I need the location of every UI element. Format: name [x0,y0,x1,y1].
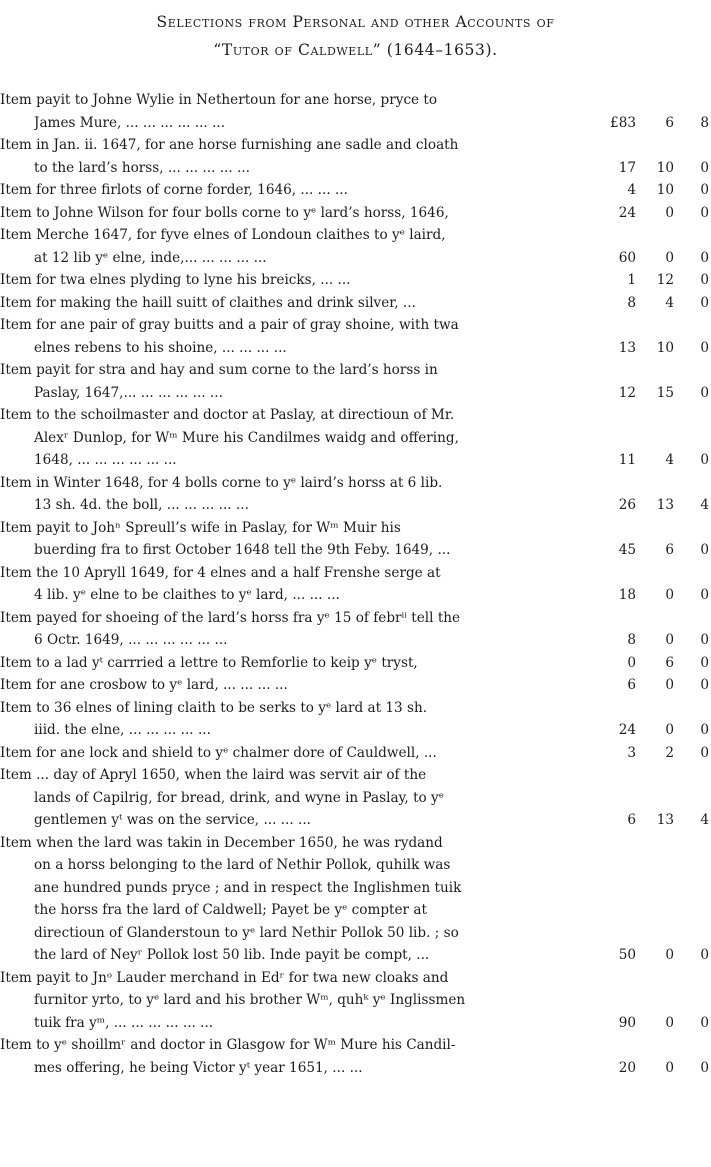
entry-text: 4 lib. yᵉ elne to be claithes to yᵉ lard, ... ... ... [34,587,340,603]
amount-shillings: 4 [665,294,674,311]
amount-pence: 0 [700,159,709,176]
entry-text: Item to a lad yᵗ carrried a lettre to Remforlie to keip yᵉ tryst, [0,654,418,671]
amount-pounds: 6 [627,812,636,828]
entry-first-line [0,134,711,157]
entry-continuation-line [0,157,711,180]
amount-pounds: 3 [627,744,636,761]
amount-pence: 0 [700,294,709,311]
entry-text: ane hundred punds pryce ; and in respect the Inglishmen tuik [34,879,462,896]
entry-text: Item to Johne Wilson for four bolls corne to yᵉ lard’s horss, 1646, [0,204,449,221]
account-entries-list [0,89,711,1079]
amount-pence: 0 [700,587,709,603]
amount-pounds: 4 [627,182,636,198]
amount-pence: 0 [700,677,709,693]
amount-shillings: 15 [656,384,674,401]
amount-shillings: 6 [665,542,674,558]
entry-text: at 12 lib yᵉ elne, inde,... ... ... ... ... [34,249,267,266]
account-entry [0,89,711,134]
amount-shillings: 0 [665,204,674,221]
entry-first-line [0,967,711,990]
entry-continuation-line [0,787,711,810]
entry-text: on a horss belonging to the lard of Nethir Pollok, quhilk was [34,857,451,873]
entry-continuation-line [0,584,711,607]
account-entry [0,832,711,967]
entry-text: Item payit to Johⁿ Spreull’s wife in Paslay, for Wᵐ Muir his [0,519,401,536]
amount-pence: 0 [700,339,709,356]
entry-continuation-line [0,427,711,450]
amount-pence: 0 [700,632,709,648]
amount-pounds: 90 [618,1014,636,1031]
entry-continuation-line [0,922,711,945]
amount-shillings: 10 [656,339,674,356]
account-entry [0,742,711,765]
entry-text: Item for ane crosbow to yᵉ lard, ... ... ... ... [0,677,288,693]
account-entry [0,472,711,517]
entry-text: 6 Octr. 1649, ... ... ... ... ... ... [34,632,228,648]
amount-pence: 4 [700,812,709,828]
account-entry [0,202,711,225]
entry-text: furnitor yrto, to yᵉ lard and his brother Wᵐ, quhᵏ yᵉ Inglissmen [34,992,466,1008]
account-entry [0,652,711,675]
amount-pence: 4 [700,497,709,513]
entry-first-line [0,179,711,202]
amount-pounds: 11 [618,452,636,468]
entry-text: Item Merche 1647, for fyve elnes of Londoun claithes to yᵉ laird, [0,227,446,243]
entry-text: Alexʳ Dunlop, for Wᵐ Mure his Candilmes waidg and offering, [34,429,459,446]
amount-shillings: 13 [656,497,674,513]
entry-text: Item for twa elnes plyding to lyne his breicks, ... ... [0,272,351,288]
amount-pence: 0 [700,204,709,221]
amount-shillings: 0 [665,947,674,963]
entry-text: the horss fra the lard of Caldwell; Payet be yᵉ compter at [34,902,427,918]
entry-first-line [0,742,711,765]
entry-text: Item when the lard was takin in December 1650, he was rydand [0,834,443,851]
amount-shillings: 6 [665,114,674,131]
amount-shillings: 0 [665,722,674,738]
entry-continuation-line [0,944,711,967]
entry-first-line [0,224,711,247]
entry-text: to the lard’s horss, ... ... ... ... ... [34,159,250,176]
entry-continuation-line [0,494,711,517]
entry-text: 1648, ... ... ... ... ... ... [34,452,177,468]
entry-text: Item payit to Jnᵒ Lauder merchand in Edʳ for twa new cloaks and [0,969,449,986]
amount-shillings: 0 [665,249,674,266]
entry-text: iiid. the elne, ... ... ... ... ... [34,722,211,738]
entry-first-line [0,472,711,495]
account-entry [0,269,711,292]
amount-pence: 0 [700,722,709,738]
account-entry [0,967,711,1035]
amount-pence: 0 [700,384,709,401]
entry-text: tuik fra yᵐ, ... ... ... ... ... ... [34,1014,214,1031]
entry-continuation-line [0,382,711,405]
amount-shillings: 0 [665,632,674,648]
amount-shillings: 13 [656,812,674,828]
amount-pounds: 20 [618,1059,636,1076]
entry-first-line [0,562,711,585]
entry-first-line [0,269,711,292]
amount-shillings: 0 [665,677,674,693]
entry-first-line [0,607,711,630]
entry-text: James Mure, ... ... ... ... ... ... [34,114,226,131]
amount-pounds: 50 [618,947,636,963]
entry-continuation-line [0,719,711,742]
account-entry [0,404,711,472]
entry-text: Item for making the haill suitt of claithes and drink silver, ... [0,294,416,311]
entry-first-line [0,764,711,787]
account-entry [0,562,711,607]
entry-text: Item ... day of Apryl 1650, when the laird was servit air of the [0,767,427,783]
account-entry [0,314,711,359]
entry-continuation-line [0,854,711,877]
amount-pence: 0 [700,182,709,198]
entry-first-line [0,292,711,315]
entry-text: Item payed for shoeing of the lard’s horss fra yᵉ 15 of febrⁱⁱ tell the [0,609,461,626]
entry-first-line [0,404,711,427]
account-entry [0,674,711,697]
account-entry [0,134,711,179]
entry-continuation-line [0,1057,711,1080]
entry-first-line [0,89,711,112]
amount-shillings: 0 [665,587,674,603]
entry-text: elnes rebens to his shoine, ... ... ... ... [34,339,287,356]
amount-pence: 0 [700,272,709,288]
entry-text: Item payit for stra and hay and sum corne to the lard’s horss in [0,362,438,378]
entry-text: Item for ane pair of gray buitts and a pair of gray shoine, with twa [0,317,459,333]
amount-pence: 0 [700,744,709,761]
amount-pounds: 13 [618,339,636,356]
entry-continuation-line [0,539,711,562]
entry-text: the lard of Neyʳ Pollok lost 50 lib. Inde payit be compt, ... [34,947,430,963]
amount-pounds: 8 [627,294,636,311]
account-entry [0,224,711,269]
amount-pounds: 1 [627,272,636,288]
amount-pounds: 45 [618,542,636,558]
entry-text: buerding fra to first October 1648 tell the 9th Feby. 1649, ... [34,542,451,558]
entry-text: Item to yᵉ shoillmʳ and doctor in Glasgow for Wᵐ Mure his Candil- [0,1037,456,1053]
entry-continuation-line [0,899,711,922]
entry-first-line [0,314,711,337]
amount-pence: 0 [700,1059,709,1076]
entry-first-line [0,202,711,225]
amount-pence: 0 [700,1014,709,1031]
amount-pence: 0 [700,452,709,468]
amount-pence: 0 [700,654,709,671]
entry-text: Item for three firlots of corne forder, 1646, ... ... ... [0,182,348,198]
amount-pence: 0 [700,542,709,558]
account-entry [0,292,711,315]
entry-continuation-line [0,247,711,270]
entry-text: Item in Jan. ii. 1647, for ane horse furnishing ane sadle and cloath [0,137,459,153]
entry-text: Item for ane lock and shield to yᵉ chalmer dore of Cauldwell, ... [0,744,437,761]
amount-shillings: 0 [665,1014,674,1031]
entry-continuation-line [0,449,711,472]
amount-pounds: 8 [627,632,636,648]
entry-text: Item in Winter 1648, for 4 bolls corne to yᵉ laird’s horss at 6 lib. [0,474,443,491]
entry-continuation-line [0,629,711,652]
page-heading-line-2: “Tutor of Caldwell” (1644–1653). [213,41,498,59]
entry-text: Item the 10 Apryll 1649, for 4 elnes and a half Frenshe serge at [0,564,441,581]
amount-pounds: 60 [618,249,636,266]
amount-pounds: 24 [618,722,636,738]
amount-shillings: 10 [656,159,674,176]
entry-text: Item to 36 elnes of lining claith to be serks to yᵉ lard at 13 sh. [0,699,428,716]
entry-first-line [0,697,711,720]
entry-continuation-line [0,989,711,1012]
entry-text: mes offering, he being Victor yᵗ year 1651, ... ... [34,1059,363,1076]
account-entry [0,179,711,202]
amount-shillings: 0 [665,1059,674,1076]
entry-continuation-line [0,112,711,135]
amount-pounds: 0 [627,654,636,671]
entry-text: gentlemen yᵗ was on the service, ... ... ... [34,812,311,828]
amount-pounds: 6 [627,677,636,693]
amount-shillings: 12 [656,272,674,288]
account-entry [0,607,711,652]
entry-continuation-line [0,877,711,900]
entry-first-line [0,1034,711,1057]
amount-pounds: 18 [618,587,636,603]
entry-text: Paslay, 1647,... ... ... ... ... ... [34,384,223,401]
entry-continuation-line [0,1012,711,1035]
entry-first-line [0,652,711,675]
amount-shillings: 10 [656,182,674,198]
amount-shillings: 4 [665,452,674,468]
entry-continuation-line [0,809,711,832]
entry-text: directioun of Glanderstoun to yᵉ lard Nethir Pollok 50 lib. ; so [34,924,459,941]
amount-pence: 0 [700,947,709,963]
amount-pounds: £83 [610,114,636,131]
entry-text: lands of Capilrig, for bread, drink, and wyne in Paslay, to yᵉ [34,789,444,806]
page-heading-line-1: Selections from Personal and other Accounts of [156,13,555,31]
amount-pounds: 24 [618,204,636,221]
account-entry [0,359,711,404]
amount-pence: 8 [700,114,709,131]
amount-shillings: 6 [665,654,674,671]
account-entry [0,517,711,562]
account-entry [0,764,711,832]
amount-pence: 0 [700,249,709,266]
entry-first-line [0,517,711,540]
entry-continuation-line [0,337,711,360]
entry-first-line [0,674,711,697]
account-entry [0,1034,711,1079]
entry-first-line [0,832,711,855]
account-entry [0,697,711,742]
amount-pounds: 17 [618,159,636,176]
amount-shillings: 2 [665,744,674,761]
entry-first-line [0,359,711,382]
entry-text: 13 sh. 4d. the boll, ... ... ... ... ... [34,497,249,513]
entry-text: Item payit to Johne Wylie in Nethertoun for ane horse, pryce to [0,92,438,108]
amount-pounds: 12 [618,384,636,401]
entry-text: Item to the schoilmaster and doctor at Paslay, at directioun of Mr. [0,407,455,423]
amount-pounds: 26 [618,497,636,513]
